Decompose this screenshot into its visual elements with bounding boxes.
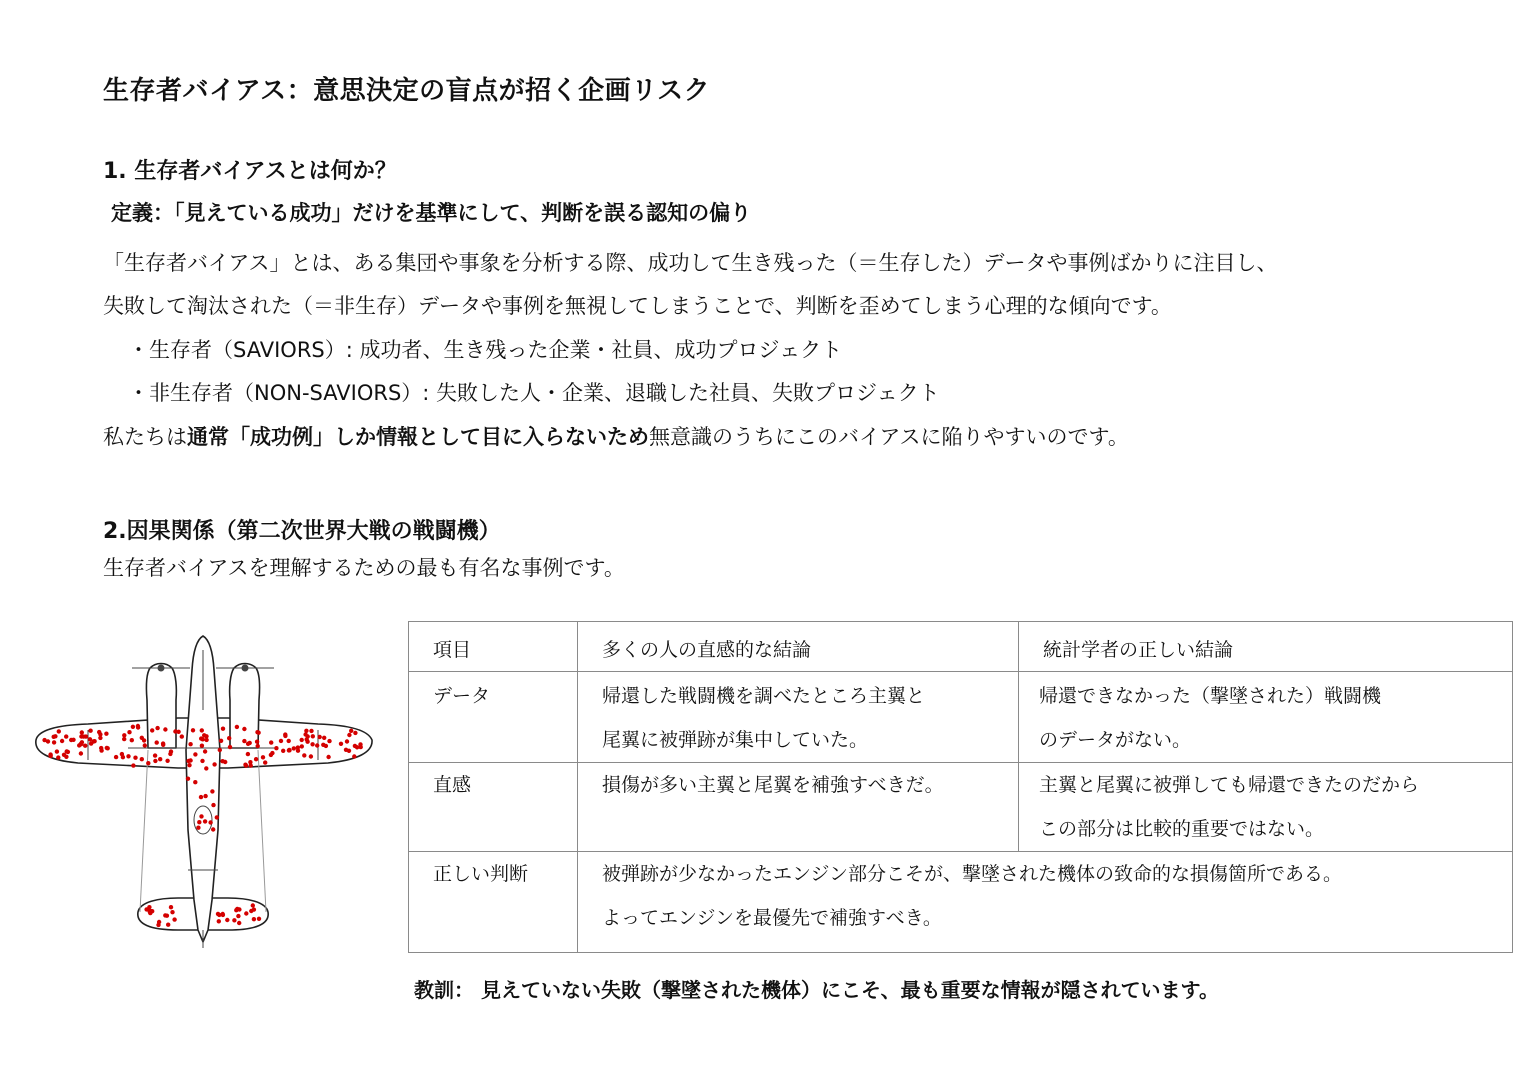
hit-marker: [79, 751, 83, 755]
section2-heading: 2.因果関係（第二次世界大戦の戦闘機）: [103, 519, 501, 544]
hit-marker: [254, 757, 258, 761]
table-row: [409, 672, 1513, 763]
hit-marker: [327, 739, 331, 743]
hit-marker: [303, 732, 307, 736]
bomber-damage-illustration: [28, 630, 378, 948]
hit-marker: [122, 733, 126, 737]
hit-marker: [81, 734, 85, 738]
hit-marker: [64, 734, 68, 738]
hit-marker: [42, 738, 46, 742]
hit-marker: [187, 763, 191, 767]
hit-marker: [218, 748, 222, 752]
hit-marker: [131, 725, 135, 729]
hit-marker: [83, 744, 87, 748]
hit-marker: [170, 910, 174, 914]
cell-line: 主翼と尾翼に被弾しても帰還できたのだから: [1039, 774, 1420, 796]
hit-marker: [98, 736, 102, 740]
hit-marker: [127, 730, 131, 734]
hit-marker: [345, 739, 349, 743]
hit-marker: [223, 760, 227, 764]
hit-marker: [274, 746, 278, 750]
definition: 定義：「見えている成功」だけを基準にして、判断を誤る認知の偏り: [111, 201, 752, 225]
hit-marker: [56, 755, 60, 759]
hit-marker: [196, 826, 200, 830]
hit-marker: [296, 745, 300, 749]
hit-marker: [148, 911, 152, 915]
hit-marker: [199, 814, 203, 818]
page-title: 生存者バイアス：意思決定の盲点が招く企画リスク: [103, 76, 711, 106]
hit-marker: [165, 759, 169, 763]
hit-marker: [88, 729, 92, 733]
statistician-cell: [1019, 763, 1513, 852]
hit-marker: [211, 803, 215, 807]
hit-marker: [349, 729, 353, 733]
hit-marker: [201, 737, 205, 741]
hit-marker: [169, 749, 173, 753]
hit-marker: [246, 752, 250, 756]
hit-marker: [228, 745, 232, 749]
hit-marker: [200, 744, 204, 748]
conclusion-cell: [578, 852, 1513, 953]
row-label: 直感: [409, 763, 578, 852]
hit-marker: [244, 911, 248, 915]
hit-marker: [302, 753, 306, 757]
hit-marker: [163, 727, 167, 731]
hit-marker: [105, 746, 109, 750]
hit-marker: [188, 742, 192, 746]
hit-marker: [211, 827, 215, 831]
hit-marker: [309, 729, 313, 733]
hit-marker: [55, 749, 59, 753]
hit-marker: [347, 733, 351, 737]
hit-marker: [193, 780, 197, 784]
hit-marker: [300, 738, 304, 742]
hit-marker: [186, 759, 190, 763]
hit-marker: [193, 752, 197, 756]
hit-marker: [204, 734, 208, 738]
hit-marker: [242, 727, 246, 731]
hit-marker: [249, 763, 253, 767]
hit-marker: [186, 777, 190, 781]
hit-marker: [300, 744, 304, 748]
hit-marker: [69, 738, 73, 742]
comparison-table: [408, 621, 1513, 953]
hit-marker: [292, 746, 296, 750]
hit-marker: [203, 819, 207, 823]
hit-marker: [244, 763, 248, 767]
hit-marker: [269, 753, 273, 757]
cell-line: 帰還できなかった（撃墜された）戦闘機: [1039, 685, 1382, 707]
hit-marker: [146, 761, 150, 765]
hit-marker: [52, 740, 56, 744]
hit-marker: [235, 725, 239, 729]
hit-marker: [255, 740, 259, 744]
hit-marker: [263, 760, 267, 764]
hit-marker: [261, 755, 265, 759]
hit-marker: [221, 727, 225, 731]
closing-emphasis: 通常「成功例」しか情報として目に入らないため: [187, 425, 649, 449]
hit-marker: [339, 742, 343, 746]
hit-marker: [65, 749, 69, 753]
hit-marker: [114, 755, 118, 759]
hit-marker: [136, 724, 140, 728]
hit-marker: [155, 740, 159, 744]
hit-marker: [309, 754, 313, 758]
section1-heading: 1. 生存者バイアスとは何か？: [103, 159, 397, 184]
hit-marker: [49, 754, 53, 758]
hit-marker: [359, 745, 363, 749]
row-label: データ: [409, 672, 578, 763]
hit-marker: [80, 740, 84, 744]
hit-marker: [305, 737, 309, 741]
hit-marker: [246, 742, 250, 746]
hit-marker: [210, 789, 214, 793]
hit-marker: [318, 735, 322, 739]
hit-marker: [212, 762, 216, 766]
cell-line: 尾翼に被弾跡が集中していた。: [602, 729, 869, 751]
hit-marker: [203, 794, 207, 798]
statistician-cell: [1019, 672, 1513, 763]
bullet-non-survivors: ・非生存者（NON-SAVIORS）: 失敗した人・企業、退職した社員、失敗プロジェクト: [128, 381, 940, 405]
hit-marker: [287, 748, 291, 752]
hit-marker: [279, 739, 283, 743]
hit-marker: [166, 923, 170, 927]
hit-marker: [200, 728, 204, 732]
cell-line: 被弾跡が少なかったエンジン部分こそが、撃墜された機体の致命的な損傷箇所である。: [602, 863, 1343, 885]
hit-marker: [203, 749, 207, 753]
hit-marker: [322, 736, 326, 740]
hit-marker: [53, 734, 57, 738]
hit-marker: [353, 731, 357, 735]
hit-marker: [237, 921, 241, 925]
hit-marker: [180, 734, 184, 738]
hit-marker: [158, 757, 162, 761]
hit-marker: [215, 815, 219, 819]
hit-marker: [257, 917, 261, 921]
hit-marker: [142, 738, 146, 742]
intuitive-cell: [578, 672, 1019, 763]
hit-marker: [197, 820, 201, 824]
hit-marker: [104, 732, 108, 736]
hit-marker: [311, 734, 315, 738]
hit-marker: [204, 766, 208, 770]
section2-intro: 生存者バイアスを理解するための最も有名な事例です。: [103, 556, 625, 580]
hit-marker: [57, 729, 61, 733]
hit-marker: [200, 759, 204, 763]
hit-marker: [172, 917, 176, 921]
hit-marker: [130, 738, 134, 742]
hit-marker: [147, 905, 151, 909]
cell-line: よってエンジンを最優先で補強すべき。: [602, 907, 942, 929]
lesson-text: 教訓： 見えていない失敗（撃墜された機体）にこそ、最も重要な情報が隠されています。: [414, 978, 1219, 1002]
hit-marker: [191, 728, 195, 732]
header-intuitive: 多くの人の直感的な結論: [578, 622, 1019, 672]
hit-marker: [283, 734, 287, 738]
header-item: 項目: [409, 622, 578, 672]
hit-marker: [140, 757, 144, 761]
hit-marker: [227, 736, 231, 740]
hit-marker: [281, 749, 285, 753]
hit-marker: [88, 737, 92, 741]
hit-marker: [64, 755, 68, 759]
hit-marker: [310, 742, 314, 746]
closing-sentence: [103, 427, 1129, 448]
hit-marker: [217, 913, 221, 917]
hit-marker: [287, 739, 291, 743]
hit-marker: [92, 739, 96, 743]
table-header-row: [409, 622, 1513, 672]
hit-marker: [217, 919, 221, 923]
hit-marker: [122, 737, 126, 741]
hit-marker: [321, 743, 325, 747]
aircraft-outline: [36, 636, 372, 942]
closing-post: 無意識のうちにこのバイアスに陥りやすいのです。: [649, 425, 1129, 449]
hit-marker: [161, 743, 165, 747]
cell-line: のデータがない。: [1039, 729, 1192, 751]
hit-marker: [269, 740, 273, 744]
hit-marker: [256, 731, 260, 735]
table-row: [409, 852, 1513, 953]
hit-marker: [173, 729, 177, 733]
hit-marker: [249, 909, 253, 913]
cell-line: 損傷が多い主翼と尾翼を補強すべきだ。: [602, 774, 944, 796]
hit-marker: [153, 759, 157, 763]
table-row: [409, 763, 1513, 852]
row-label: 正しい判断: [409, 852, 578, 953]
hit-marker: [199, 795, 203, 799]
bullet-survivors: ・生存者（SAVIORS）: 成功者、生き残った企業・社員、成功プロジェクト: [128, 338, 843, 362]
hit-marker: [143, 743, 147, 747]
cell-line: 帰還した戦闘機を調べたところ主翼と: [602, 685, 926, 707]
hit-marker: [99, 748, 103, 752]
hit-marker: [256, 744, 260, 748]
hit-marker: [352, 754, 356, 758]
hit-marker: [208, 820, 212, 824]
paragraph-line-2: 失敗して淘汰された（＝非生存）データや事例を無視してしまうことで、判断を歪めてしまう心理的な傾向です。: [103, 294, 1172, 318]
hit-marker: [60, 739, 64, 743]
hit-marker: [133, 756, 137, 760]
closing-pre: 私たちは: [103, 425, 187, 449]
hit-marker: [225, 918, 229, 922]
intuitive-cell: [578, 763, 1019, 852]
paragraph-line-1: 「生存者バイアス」とは、ある集団や事象を分析する際、成功して生き残った（＝生存した）データや事例ばかりに注目し、: [103, 251, 1278, 275]
hit-marker: [155, 726, 159, 730]
hit-marker: [234, 908, 238, 912]
hit-marker: [157, 920, 161, 924]
hit-marker: [169, 905, 173, 909]
hit-marker: [153, 753, 157, 757]
hit-marker: [131, 763, 135, 767]
header-statistician: 統計学者の正しい結論: [1019, 622, 1513, 672]
hit-marker: [150, 728, 154, 732]
cell-line: この部分は比較的重要ではない。: [1039, 818, 1325, 840]
hit-marker: [252, 917, 256, 921]
hit-marker: [315, 743, 319, 747]
hit-marker: [251, 903, 255, 907]
hit-marker: [120, 752, 124, 756]
hit-marker: [219, 739, 223, 743]
hit-marker: [347, 749, 351, 753]
hit-marker: [126, 754, 130, 758]
hit-marker: [304, 729, 308, 733]
hit-marker: [236, 914, 240, 918]
hit-marker: [80, 730, 84, 734]
hit-marker: [232, 918, 236, 922]
hit-marker: [163, 913, 167, 917]
hit-marker: [242, 739, 246, 743]
hit-marker: [326, 755, 330, 759]
